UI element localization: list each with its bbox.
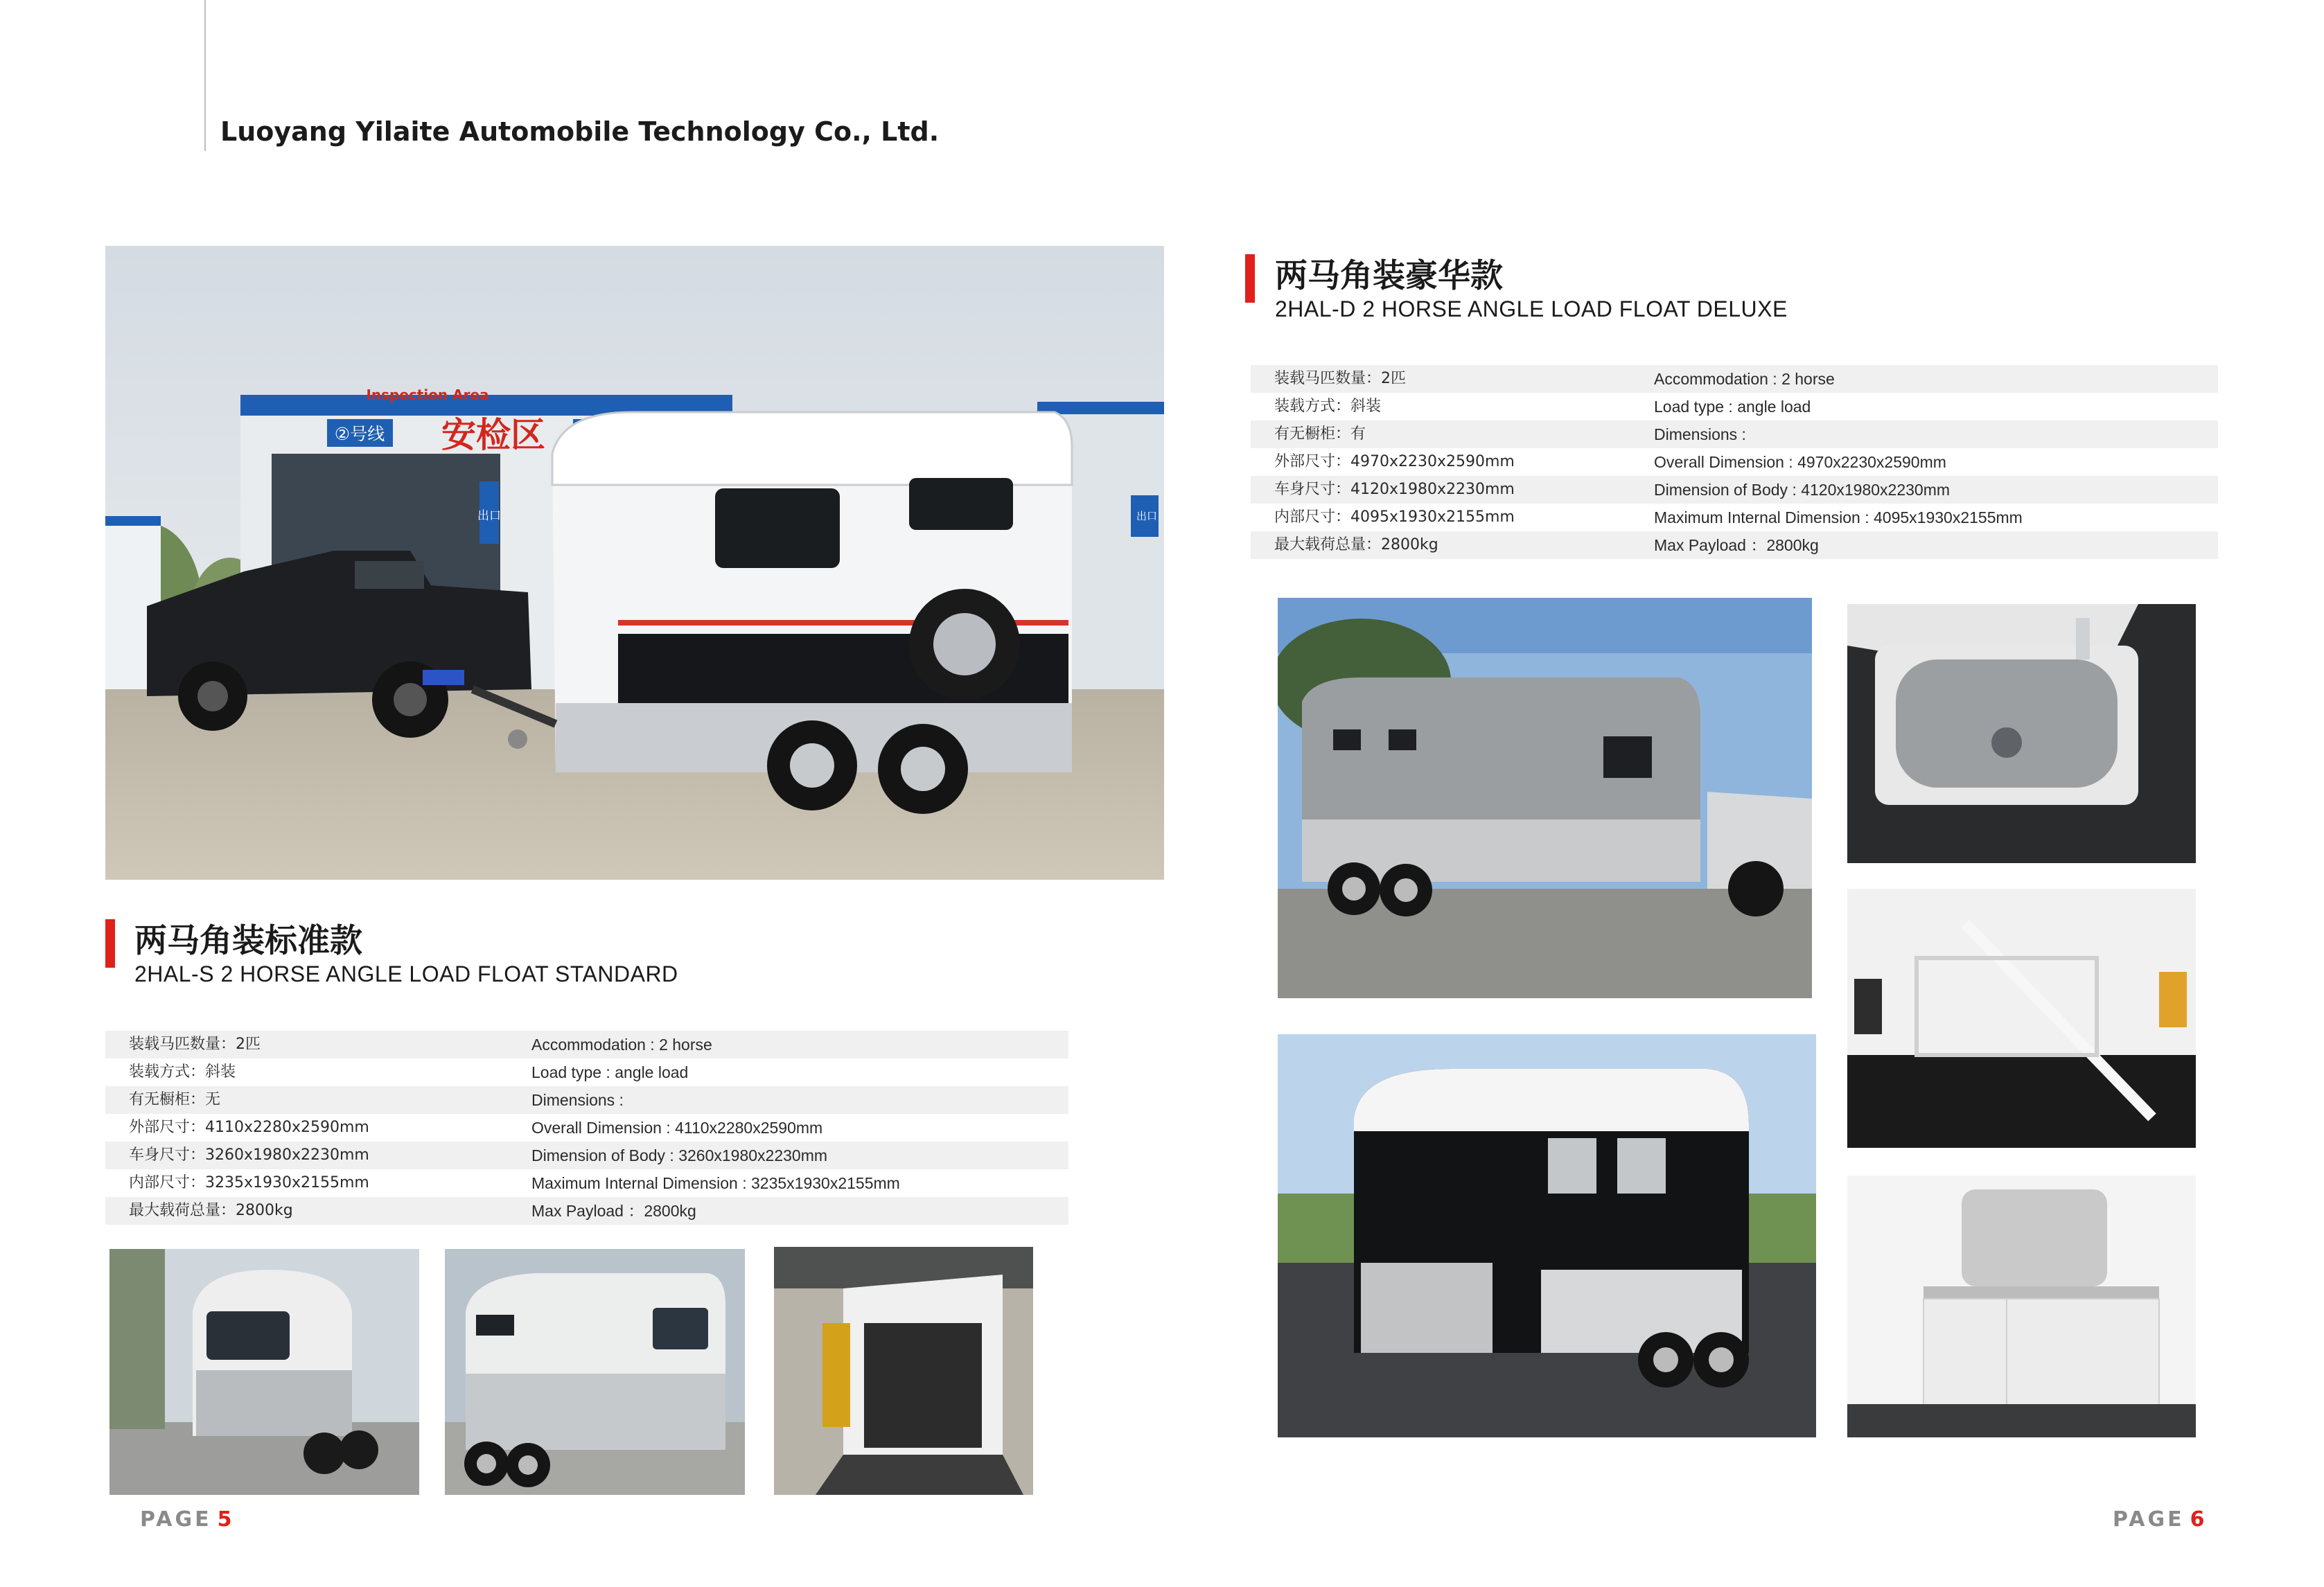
spec-row: 内部尺寸：4095x1930x2155mm Maximum Internal Dimension : 4095x1930x2155mm — [1274, 508, 2023, 526]
exit-sign-small: 出口 — [477, 509, 501, 523]
standard-title-marker — [105, 919, 115, 968]
inspection-area-label: Inspection Area — [366, 387, 489, 403]
spec-row: 装载马匹数量：2匹 Accommodation : 2 horse — [1251, 365, 2218, 393]
page-number-left: PAGE 5 — [140, 1507, 235, 1532]
exit-sign: 出口 — [1136, 510, 1158, 522]
header-divider — [204, 0, 206, 151]
deluxe-silver-trailer-photo — [1278, 598, 1812, 998]
spec-row: 最大载荷总量：2800kg Max Payload ：2800kg — [105, 1197, 1068, 1225]
spec-row: 最大载荷总量：2800kg Max Payload ：2800kg — [1251, 531, 2218, 559]
company-name: Luoyang Yilaite Automobile Technology Co., Ltd. — [220, 116, 940, 147]
spec-row: 车身尺寸：4120x1980x2230mm Dimension of Body : 4120x1980x2230mm — [1251, 476, 2218, 504]
deluxe-spec-table — [1251, 365, 2218, 559]
standard-rear-open-photo — [774, 1247, 1033, 1495]
hero-photo-truck-and-trailer — [105, 246, 1164, 880]
deluxe-title-en: 2HAL-D 2 HORSE ANGLE LOAD FLOAT DELUXE — [1275, 296, 1788, 321]
spec-row: 装载马匹数量：2匹 Accommodation : 2 horse — [105, 1031, 1068, 1058]
page-number-right: PAGE 6 — [2113, 1507, 2208, 1532]
standard-title-cn: 两马角装标准款 — [134, 922, 362, 960]
spec-row: 车身尺寸：3260x1980x2230mm Dimension of Body : 3260x1980x2230mm — [105, 1142, 1068, 1169]
deluxe-title-cn: 两马角装豪华款 — [1275, 257, 1503, 295]
spec-row: 装载方式：斜装 Load type : angle load — [1274, 398, 1811, 416]
spec-row: 外部尺寸：4970x2230x2590mm Overall Dimension : 4970x2230x2590mm — [1274, 453, 1946, 471]
deluxe-interior-stall-photo — [1847, 889, 2196, 1148]
standard-front-photo — [109, 1249, 419, 1495]
spec-row: 外部尺寸：4110x2280x2590mm Overall Dimension : 4110x2280x2590mm — [129, 1119, 823, 1137]
deluxe-black-trailer-photo — [1278, 1034, 1816, 1437]
standard-title-en: 2HAL-S 2 HORSE ANGLE LOAD FLOAT STANDARD — [134, 961, 678, 986]
spec-row: 有无橱柜：有 Dimensions : — [1251, 420, 2218, 448]
deluxe-title-marker — [1245, 254, 1255, 303]
inspection-area-cn: 安检区 — [441, 415, 545, 455]
spec-row: 有无橱柜：无 Dimensions : — [105, 1086, 1068, 1114]
lane-sign-left: ②号线 — [334, 424, 385, 444]
spec-row: 装载方式：斜装 Load type : angle load — [129, 1063, 689, 1081]
standard-side-photo — [445, 1249, 745, 1495]
standard-spec-table — [105, 1031, 1068, 1225]
deluxe-cabinet-photo — [1847, 1176, 2196, 1437]
deluxe-sink-photo — [1847, 604, 2196, 863]
spec-row: 内部尺寸：3235x1930x2155mm Maximum Internal Dimension : 3235x1930x2155mm — [129, 1174, 900, 1192]
